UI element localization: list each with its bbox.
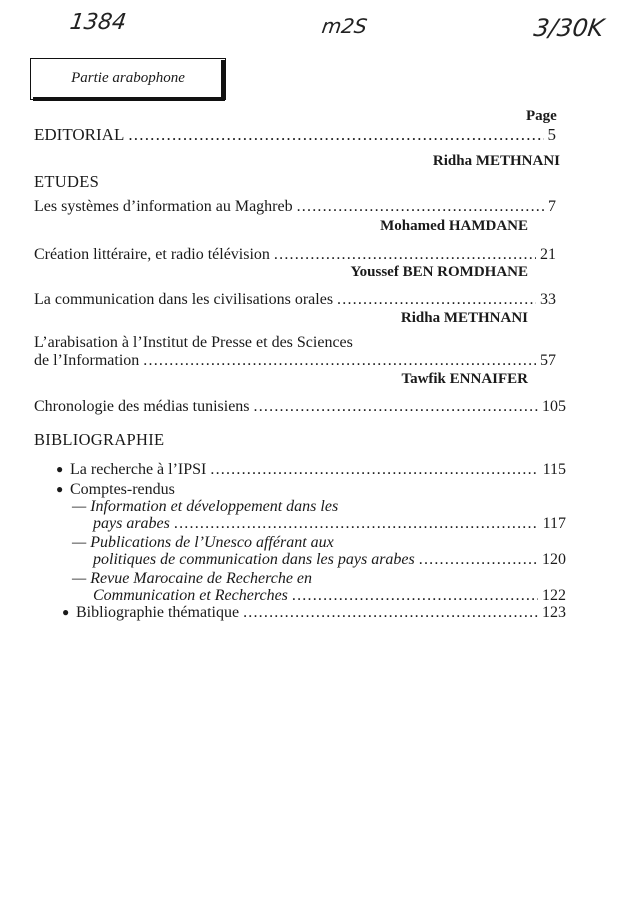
section-heading-bibliographie: BIBLIOGRAPHIE xyxy=(34,430,165,449)
toc-entry-label: Communication et Recherches xyxy=(93,587,288,604)
dot-leader xyxy=(210,461,538,479)
toc-entry xyxy=(34,291,556,309)
toc-entry xyxy=(56,461,566,479)
toc-entry-label: politiques de communication dans les pays arabes xyxy=(93,551,415,568)
toc-entry-label-line1: L’arabisation à l’Institut de Presse et des Sciences xyxy=(34,334,353,351)
dot-leader xyxy=(292,587,538,605)
toc-entry xyxy=(34,246,556,264)
toc-entry-label: Chronologie des médias tunisiens xyxy=(34,398,250,415)
toc-entry-label: ● La recherche à l’IPSI xyxy=(56,461,206,479)
dot-leader xyxy=(337,291,536,309)
toc-entry xyxy=(34,352,556,370)
toc-entry xyxy=(62,604,566,622)
toc-entry-page: 117 xyxy=(542,515,566,532)
toc-entry-page: 105 xyxy=(542,398,566,415)
dot-leader xyxy=(419,551,538,569)
section-label-box xyxy=(30,58,226,100)
dot-leader xyxy=(243,604,538,622)
dot-leader xyxy=(143,352,536,370)
toc-entry xyxy=(34,398,566,416)
dot-leader xyxy=(297,198,544,216)
toc-subentry xyxy=(93,515,566,533)
toc-entry-editorial xyxy=(34,125,556,145)
dot-leader xyxy=(274,246,536,264)
section-label: Partie arabophone xyxy=(71,70,185,86)
toc-entry-label: de l’Information xyxy=(34,352,140,369)
dot-leader xyxy=(254,398,538,416)
toc-entry-label: Création littéraire, et radio télévision xyxy=(34,246,270,263)
toc-entry-label: pays arabes xyxy=(93,515,170,532)
toc-entry-label: EDITORIAL xyxy=(34,125,125,144)
toc-subentry-line1: — Information et développement dans les xyxy=(72,498,339,515)
toc-entry-page: 122 xyxy=(542,587,566,604)
toc-entry-author: Tawfik ENNAIFER xyxy=(401,371,528,387)
toc-entry-page: 21 xyxy=(540,246,556,263)
handwritten-code-right: 3/30K xyxy=(532,14,606,42)
section-heading-etudes: ETUDES xyxy=(34,172,100,191)
toc-entry-label: ● Bibliographie thématique xyxy=(62,604,239,622)
toc-subentry xyxy=(93,551,566,569)
toc-subentry-line1: — Revue Marocaine de Recherche en xyxy=(72,570,313,587)
toc-subentry xyxy=(93,587,566,605)
toc-entry-page: 123 xyxy=(542,604,566,621)
dot-leader xyxy=(174,515,539,533)
page-column-header: Page xyxy=(526,108,557,124)
toc-entry-page: 5 xyxy=(547,125,556,144)
toc-entry-author: Ridha METHNANI xyxy=(400,310,528,326)
toc-entry-page: 57 xyxy=(540,352,556,369)
toc-entry-author: Mohamed HAMDANE xyxy=(380,218,528,234)
toc-entry-label: La communication dans les civilisations orales xyxy=(34,291,334,308)
handwritten-mark-middle: m2S xyxy=(320,14,369,38)
toc-entry-label: ● Comptes-rendus xyxy=(56,481,175,499)
toc-entry-page: 115 xyxy=(542,461,566,478)
toc-entry-page: 120 xyxy=(542,551,566,568)
toc-subentry-line1: — Publications de l’Unesco afférant aux xyxy=(72,534,334,551)
dot-leader xyxy=(128,125,543,145)
toc-entry-page: 33 xyxy=(540,291,556,308)
handwritten-number-left: 1384 xyxy=(68,10,128,35)
toc-entry-author: Ridha METHNANI xyxy=(432,153,560,169)
toc-entry-author: Youssef BEN ROMDHANE xyxy=(350,264,528,280)
toc-entry xyxy=(34,198,556,216)
toc-entry-label: Les systèmes d’information au Maghreb xyxy=(34,198,293,215)
toc-entry-page: 7 xyxy=(548,198,556,215)
